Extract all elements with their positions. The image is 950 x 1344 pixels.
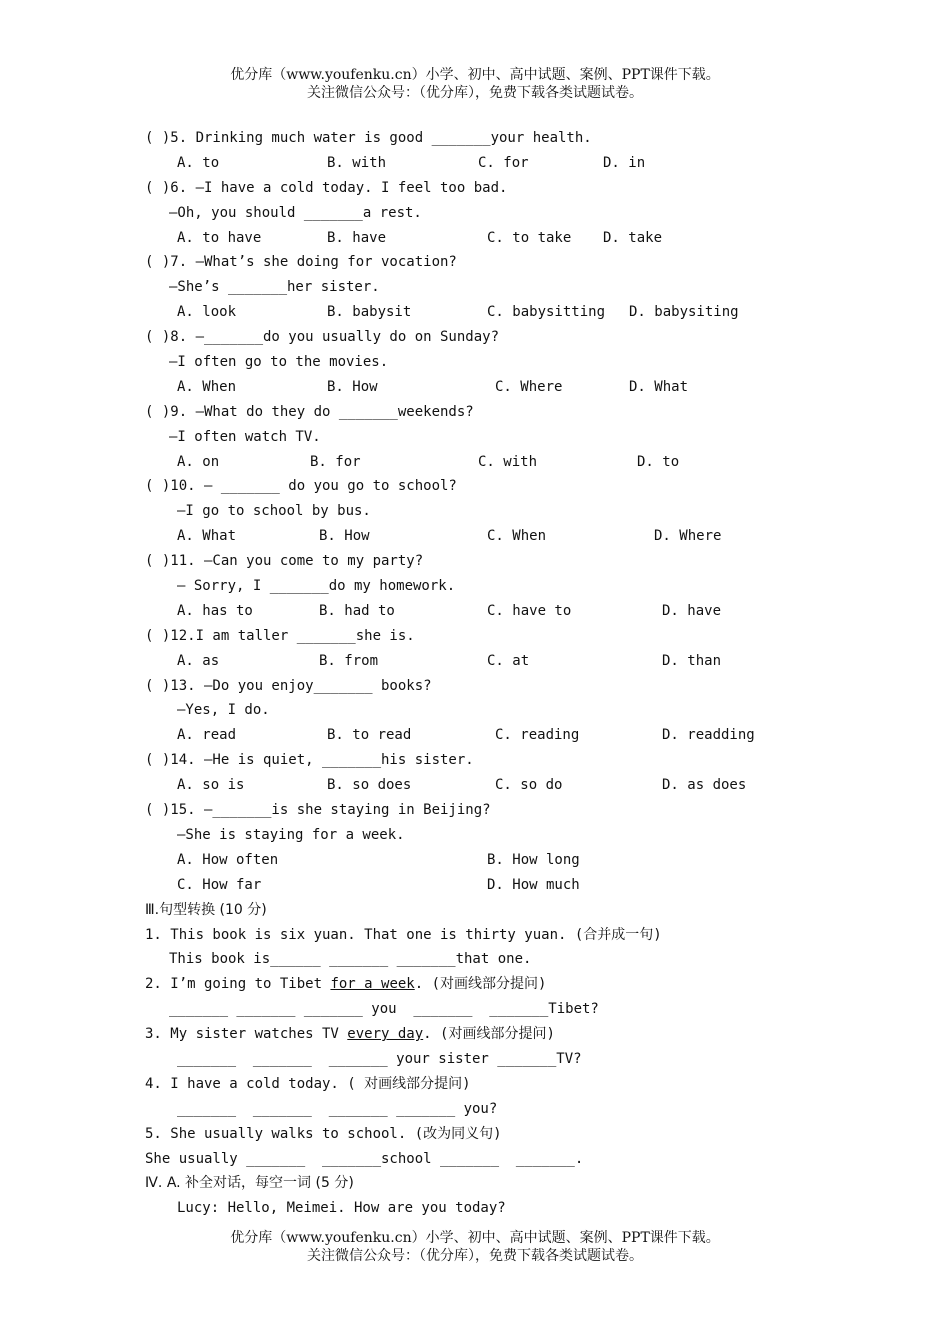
option-c: C. babysitting (487, 304, 606, 321)
option-b: B. with (327, 154, 387, 171)
option-c: C. reading (495, 727, 580, 744)
option-a: A. When (177, 378, 237, 395)
option-d: D. What (629, 378, 689, 395)
option-d: D. to (637, 453, 680, 470)
option-b: B. How (327, 378, 378, 395)
question-14-stem: ( )14. —He is quiet, _______his sister. (145, 752, 474, 769)
transform-2-underlined: for a week (330, 976, 415, 993)
question-7-stem: ( )7. —What’s she doing for vocation? (145, 254, 457, 271)
option-c: C. have to (487, 602, 572, 619)
question-15-stem: ( )15. —_______is she staying in Beijing? (145, 802, 491, 819)
transform-4-answer: _______ _______ _______ _______ you? (177, 1100, 498, 1117)
option-c: C. Where (495, 378, 563, 395)
option-a: A. has to (177, 602, 253, 619)
option-a: A. on (177, 453, 220, 470)
question-8-line-2: —I often go to the movies. (169, 354, 389, 371)
option-b: B. so does (327, 777, 412, 794)
transform-4-question: 4. I have a cold today. ( 对画线部分提问) (145, 1075, 471, 1092)
option-b: B. have (327, 229, 387, 246)
transform-5-answer: She usually _______ _______school _______ _______. (145, 1150, 584, 1167)
transform-3-instruction: . (对画线部分提问) (423, 1026, 555, 1043)
option-a: A. as (177, 652, 220, 669)
question-10-line-2: —I go to school by bus. (177, 503, 371, 520)
transform-5-question: 5. She usually walks to school. (改为同义句) (145, 1125, 502, 1142)
question-7-options (145, 300, 915, 325)
question-9-stem: ( )9. —What do they do _______weekends? (145, 403, 474, 420)
transform-3-answer: _______ _______ _______ your sister _______TV? (177, 1050, 582, 1067)
transform-3-text: 3. My sister watches TV (145, 1026, 348, 1043)
footer-line-2: 关注微信公众号：（优分库），免费下载各类试题试卷。 (307, 1248, 643, 1264)
option-d: D. than (662, 652, 722, 669)
question-6-stem: ( )6. —I have a cold today. I feel too bad. (145, 179, 508, 196)
question-12-stem: ( )12.I am taller _______she is. (145, 627, 415, 644)
option-d: D. as does (662, 777, 747, 794)
question-5-options (145, 151, 915, 176)
question-13-options (145, 723, 915, 748)
option-d: D. Where (654, 528, 722, 545)
transform-3-underlined: every day (347, 1026, 424, 1043)
transform-2-instruction: . (对画线部分提问) (414, 976, 547, 993)
option-a: A. How often (177, 851, 279, 868)
question-5-stem: ( )5. Drinking much water is good _______your health. (145, 130, 592, 146)
option-c: C. to take (487, 229, 572, 246)
option-d: D. readding (662, 727, 755, 744)
dialogue-line-1: Lucy: Hello, Meimei. How are you today? (177, 1200, 506, 1217)
question-10-options (145, 524, 915, 549)
question-12-options (145, 649, 915, 674)
question-13-stem: ( )13. —Do you enjoy_______ books? (145, 677, 432, 694)
question-11-options (145, 599, 915, 624)
transform-3-question (145, 1022, 915, 1047)
option-b: B. How (319, 528, 370, 545)
exam-content (145, 126, 915, 1221)
option-c: C. at (487, 652, 530, 669)
option-c: C. so do (495, 777, 563, 794)
transform-2-answer: _______ _______ _______ you _______ _______Tibet? (169, 1001, 599, 1018)
option-d: D. babysiting (629, 304, 739, 321)
question-15-line-2: —She is staying for a week. (177, 826, 405, 843)
option-c: C. How far (177, 876, 262, 893)
option-a: A. look (177, 304, 237, 321)
option-b: B. from (319, 652, 379, 669)
question-9-line-2: —I often watch TV. (169, 428, 321, 445)
question-9-options (145, 450, 915, 475)
question-8-options (145, 375, 915, 400)
transform-2-question (145, 972, 915, 997)
question-8-stem: ( )8. —_______do you usually do on Sunday? (145, 329, 500, 346)
option-b: B. had to (319, 602, 395, 619)
question-6-line-2: —Oh, you should _______a rest. (169, 204, 422, 221)
question-13-line-2: —Yes, I do. (177, 702, 270, 719)
footer-line-1: 优分库（www.youfenku.cn）小学、初中、高中试题、案例、PPT课件下载。 (230, 1230, 720, 1246)
option-a: A. to have (177, 229, 262, 246)
option-c: C. for (478, 154, 529, 171)
section-4-title: Ⅳ. A. 补全对话，每空一词 (5 分) (145, 1175, 354, 1192)
header-line-2: 关注微信公众号：（优分库），免费下载各类试题试卷。 (307, 85, 643, 101)
option-d: D. How much (487, 876, 580, 893)
transform-1-question: 1. This book is six yuan. That one is thirty yuan. (合并成一句) (145, 926, 662, 943)
option-c: C. When (487, 528, 547, 545)
question-15-options-row-1 (145, 848, 915, 873)
option-b: B. How long (487, 851, 580, 868)
page-header (0, 66, 950, 102)
option-d: D. take (603, 229, 663, 246)
option-a: A. read (177, 727, 237, 744)
question-11-line-2: — Sorry, I _______do my homework. (177, 578, 456, 595)
option-a: A. What (177, 528, 237, 545)
option-d: D. in (603, 154, 646, 171)
transform-2-text: 2. I’m going to Tibet (145, 976, 331, 993)
option-a: A. to (177, 154, 220, 171)
option-d: D. have (662, 602, 722, 619)
option-a: A. so is (177, 777, 245, 794)
option-b: B. to read (327, 727, 412, 744)
question-14-options (145, 773, 915, 798)
question-15-options-row-2 (145, 873, 915, 898)
question-7-line-2: —She’s _______her sister. (169, 279, 380, 296)
question-6-options (145, 226, 915, 251)
question-11-stem: ( )11. —Can you come to my party? (145, 553, 424, 570)
option-b: B. for (310, 453, 361, 470)
question-10-stem: ( )10. — _______ do you go to school? (145, 478, 457, 495)
page-footer (0, 1229, 950, 1265)
option-c: C. with (478, 453, 538, 470)
header-line-1: 优分库（www.youfenku.cn）小学、初中、高中试题、案例、PPT课件下载。 (230, 67, 720, 83)
transform-1-answer: This book is______ _______ _______that one. (169, 951, 532, 968)
section-3-title: Ⅲ.句型转换 (10 分) (145, 901, 267, 918)
option-b: B. babysit (327, 304, 412, 321)
